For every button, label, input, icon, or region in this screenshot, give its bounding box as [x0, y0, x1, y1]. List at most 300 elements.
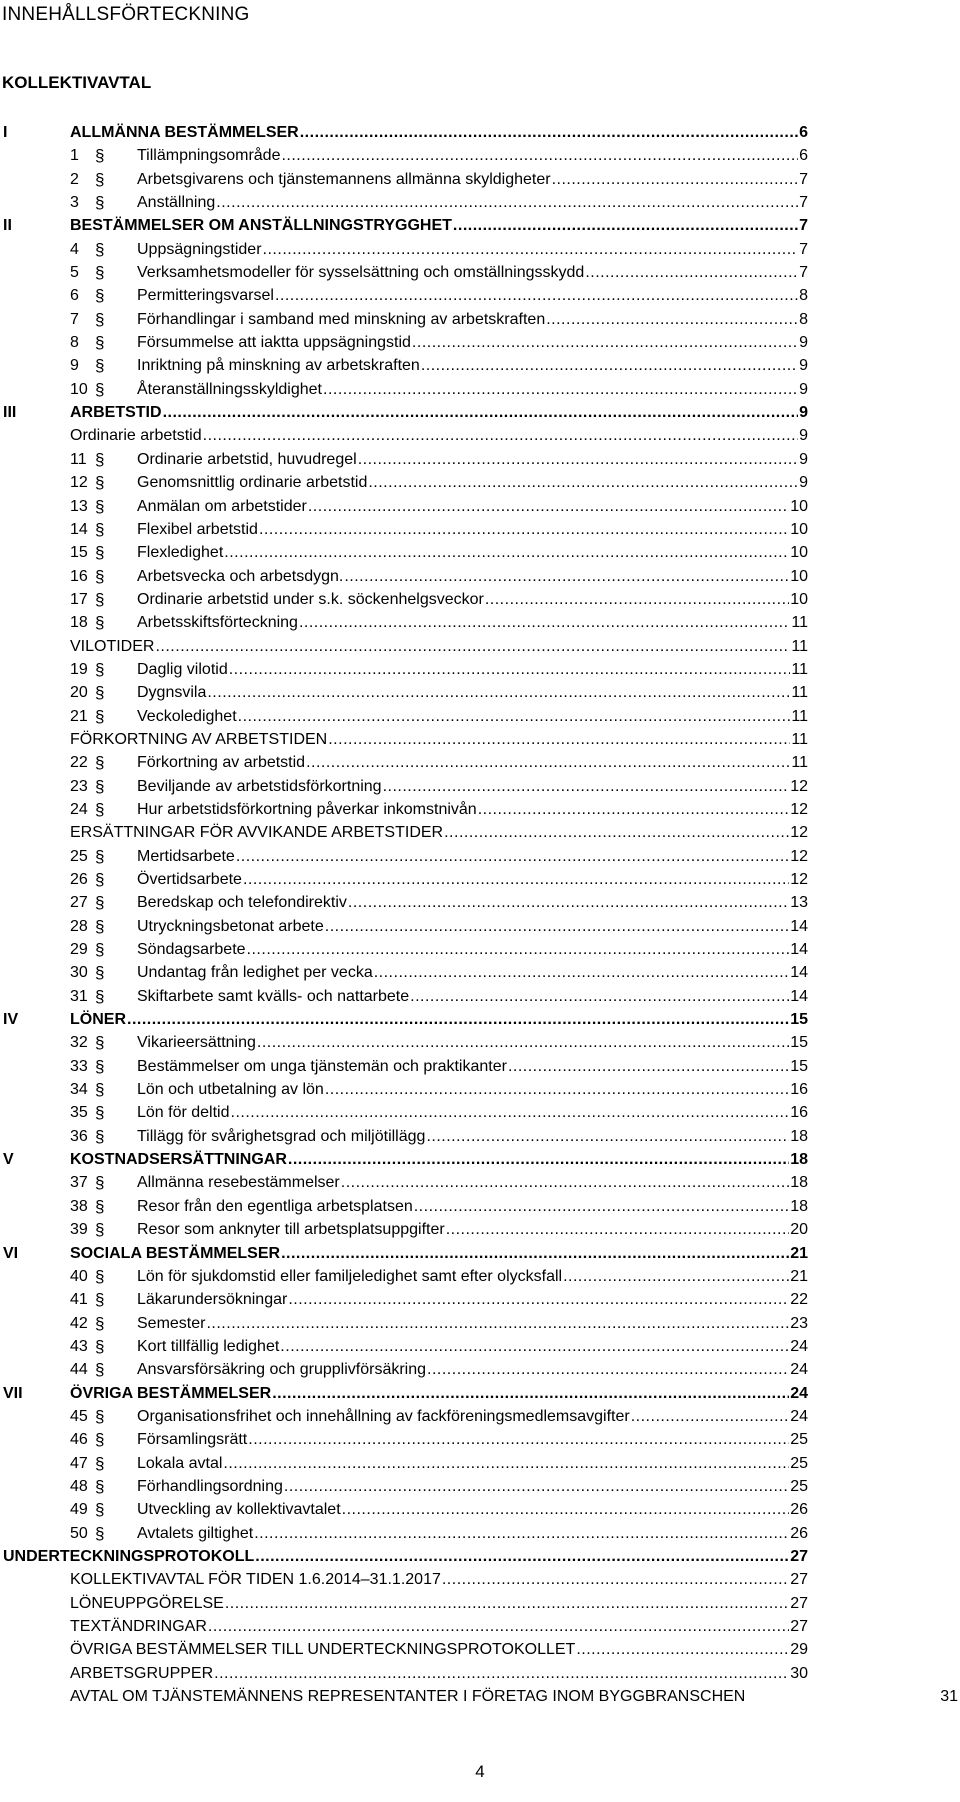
paragraph-sign: §	[95, 239, 105, 259]
paragraph-sign: §	[95, 1476, 105, 1496]
dot-leader	[214, 1662, 789, 1685]
entry-page-number: 23	[790, 1314, 808, 1332]
entry-page-number: 24	[790, 1384, 808, 1402]
dot-leader	[272, 1382, 789, 1405]
toc-row	[0, 868, 960, 891]
dot-leader	[155, 635, 790, 658]
toc-entry[interactable]	[70, 1615, 808, 1638]
toc-row	[0, 308, 960, 331]
dot-leader	[427, 1358, 789, 1381]
toc-entry[interactable]	[70, 1382, 808, 1405]
dot-leader	[238, 705, 791, 728]
dot-leader	[259, 518, 789, 541]
dot-leader	[426, 1125, 789, 1148]
toc-entry[interactable]	[70, 121, 808, 144]
section-number: 40	[70, 1267, 88, 1285]
dot-leader	[368, 471, 798, 494]
entry-page-number: 9	[799, 404, 808, 422]
entry-page-number: 14	[790, 987, 808, 1005]
toc-entry[interactable]	[137, 658, 808, 681]
toc-entry[interactable]	[137, 238, 808, 261]
toc-entry[interactable]	[70, 728, 808, 751]
paragraph-sign: §	[95, 496, 105, 516]
toc-entry[interactable]	[137, 705, 808, 728]
paragraph-sign: §	[95, 263, 105, 283]
dot-leader	[358, 448, 798, 471]
toc-entry[interactable]	[137, 261, 808, 284]
toc-entry[interactable]	[137, 845, 808, 868]
dot-leader	[348, 891, 789, 914]
toc-entry[interactable]	[137, 354, 808, 377]
paragraph-sign: §	[95, 169, 105, 189]
paragraph-sign: §	[95, 1080, 105, 1100]
chapter-numeral: II	[3, 217, 12, 235]
entry-title: Resor som anknyter till arbetsplatsuppgifter	[137, 1221, 445, 1239]
dot-leader	[552, 168, 799, 191]
section-number: 43	[70, 1337, 88, 1355]
dot-leader	[248, 1428, 789, 1451]
toc-row	[0, 635, 960, 658]
entry-page-number: 8	[799, 287, 808, 305]
dot-leader	[288, 1288, 789, 1311]
dot-leader	[229, 658, 791, 681]
entry-title: ERSÄTTNINGAR FÖR AVVIKANDE ARBETSTIDER	[70, 824, 444, 842]
dot-leader	[263, 238, 799, 261]
entry-page-number: 27	[790, 1618, 808, 1635]
toc-entry[interactable]	[137, 681, 808, 704]
dot-leader	[374, 961, 789, 984]
toc-entry[interactable]	[137, 448, 808, 471]
document-title: INNEHÅLLSFÖRTECKNING	[2, 4, 250, 25]
entry-title: Tillämpningsområde	[137, 147, 281, 165]
section-number: 21	[70, 707, 88, 725]
entry-page-number: 25	[790, 1431, 808, 1449]
entry-title: Flexibel arbetstid	[137, 520, 258, 538]
entry-title: Inriktning på minskning av arbetskraften	[137, 357, 420, 375]
paragraph-sign: §	[95, 1336, 105, 1356]
entry-title: Daglig vilotid	[137, 660, 228, 678]
dot-leader	[414, 1195, 789, 1218]
entry-page-number: 15	[790, 1011, 808, 1029]
dot-leader	[299, 611, 790, 634]
toc-entry[interactable]	[137, 1522, 808, 1545]
entry-title: KOSTNADSERSÄTTNINGAR	[70, 1151, 287, 1169]
section-number: 4	[70, 240, 79, 258]
section-number: 42	[70, 1314, 88, 1332]
page-number: 4	[475, 1762, 485, 1781]
section-number: 17	[70, 590, 88, 608]
toc-row	[0, 518, 960, 541]
toc-entry[interactable]	[137, 308, 808, 331]
entry-title: ALLMÄNNA BESTÄMMELSER	[70, 124, 299, 141]
section-title: KOLLEKTIVAVTAL	[2, 73, 152, 92]
section-number: 20	[70, 684, 88, 702]
toc-entry[interactable]	[137, 611, 808, 634]
entry-title: Flexledighet	[137, 544, 224, 562]
entry-title: Allmänna resebestämmelser	[137, 1174, 340, 1192]
paragraph-sign: §	[95, 683, 105, 703]
paragraph-sign: §	[95, 1430, 105, 1450]
toc-entry[interactable]	[70, 1638, 808, 1661]
toc-entry[interactable]	[137, 1335, 808, 1358]
toc-row	[0, 1265, 960, 1288]
toc-row	[0, 168, 960, 191]
entry-page-number: 25	[790, 1454, 808, 1472]
toc-entry[interactable]	[70, 1662, 808, 1685]
toc-entry[interactable]	[137, 1288, 808, 1311]
dot-leader	[585, 261, 798, 284]
entry-page-number: 11	[791, 684, 808, 702]
section-number: 44	[70, 1361, 88, 1379]
entry-page-number: 18	[790, 1151, 808, 1169]
dot-leader	[444, 821, 789, 844]
dot-leader	[203, 424, 798, 447]
toc-entry[interactable]	[70, 1685, 958, 1708]
toc-entry[interactable]	[137, 1078, 808, 1101]
entry-title: Beredskap och telefondirektiv	[137, 894, 347, 912]
section-number: 1	[70, 147, 79, 165]
toc-entry[interactable]	[137, 588, 808, 611]
toc-entry[interactable]	[70, 1592, 808, 1615]
toc-entry[interactable]	[137, 1125, 808, 1148]
paragraph-sign: §	[95, 543, 105, 563]
entry-page-number: 10	[790, 590, 808, 608]
dot-leader	[563, 1265, 789, 1288]
toc-entry[interactable]	[137, 961, 808, 984]
paragraph-sign: §	[95, 753, 105, 773]
paragraph-sign: §	[95, 1266, 105, 1286]
toc-entry[interactable]	[70, 401, 808, 424]
section-number: 47	[70, 1454, 88, 1472]
toc-entry[interactable]	[137, 1101, 808, 1124]
entry-page-number: 13	[790, 894, 808, 912]
toc-entry[interactable]	[70, 1242, 808, 1265]
section-number: 32	[70, 1034, 88, 1052]
toc-entry[interactable]	[137, 1405, 808, 1428]
entry-title: Hur arbetstidsförkortning påverkar inkomstnivån	[137, 800, 477, 818]
entry-title: KOLLEKTIVAVTAL FÖR TIDEN 1.6.2014–31.1.2017	[70, 1571, 441, 1589]
toc-row	[0, 1592, 960, 1615]
entry-page-number: 22	[790, 1291, 808, 1309]
toc-entry[interactable]	[137, 1428, 808, 1451]
section-number: 23	[70, 777, 88, 795]
toc-row	[0, 1452, 960, 1475]
entry-page-number: 10	[790, 567, 808, 585]
dot-leader	[325, 1078, 789, 1101]
paragraph-sign: §	[95, 706, 105, 726]
toc-entry[interactable]	[137, 1452, 808, 1475]
toc-row	[0, 1171, 960, 1194]
entry-page-number: 9	[799, 380, 808, 398]
chapter-numeral: VI	[3, 1244, 19, 1262]
toc-entry[interactable]	[137, 331, 808, 354]
toc-entry[interactable]	[70, 635, 808, 658]
entry-page-number: 11	[791, 660, 808, 678]
toc-row	[0, 121, 960, 144]
toc-entry[interactable]	[137, 891, 808, 914]
toc-entry[interactable]	[137, 1031, 808, 1054]
entry-title: ARBETSGRUPPER	[70, 1664, 214, 1682]
section-number: 9	[70, 357, 79, 375]
entry-page-number: 14	[790, 964, 808, 982]
entry-page-number: 10	[790, 544, 808, 562]
toc-entry[interactable]	[137, 144, 808, 167]
toc-row	[0, 1405, 960, 1428]
entry-title: TEXTÄNDRINGAR	[70, 1618, 207, 1635]
paragraph-sign: §	[95, 916, 105, 936]
section-number: 26	[70, 871, 88, 888]
toc-row	[0, 845, 960, 868]
dot-leader	[208, 1615, 789, 1638]
toc-entry[interactable]	[137, 1265, 808, 1288]
entry-title: UNDERTECKNINGSPROTOKOLL	[3, 1547, 255, 1565]
entry-page-number: 27	[790, 1594, 808, 1612]
toc-row	[0, 1475, 960, 1498]
entry-page-number: 9	[799, 450, 808, 468]
paragraph-sign: §	[95, 309, 105, 329]
paragraph-sign: §	[95, 1360, 105, 1380]
paragraph-sign: §	[95, 286, 105, 306]
paragraph-sign: §	[95, 940, 105, 960]
toc-entry[interactable]	[137, 985, 808, 1008]
toc-entry[interactable]	[137, 518, 808, 541]
toc-entry[interactable]	[137, 1055, 808, 1078]
dot-leader	[576, 1638, 789, 1661]
section-number: 10	[70, 380, 88, 398]
dot-leader	[216, 191, 798, 214]
toc-entry[interactable]	[137, 168, 808, 191]
toc-entry[interactable]	[137, 471, 808, 494]
entry-page-number: 12	[790, 824, 808, 842]
entry-title: ÖVRIGA BESTÄMMELSER TILL UNDERTECKNINGSPROTOKOLLET	[70, 1641, 576, 1659]
toc-entry[interactable]	[137, 565, 808, 588]
entry-title: Arbetsskiftsförteckning	[137, 614, 298, 632]
paragraph-sign: §	[95, 1033, 105, 1053]
toc-entry[interactable]	[70, 424, 808, 447]
dot-leader	[275, 284, 798, 307]
section-number: 2	[70, 170, 79, 188]
toc-row	[0, 1335, 960, 1358]
toc-entry[interactable]	[137, 775, 808, 798]
toc-row	[0, 611, 960, 634]
entry-title: ARBETSTID	[70, 404, 162, 422]
toc-entry[interactable]	[137, 938, 808, 961]
toc-entry[interactable]	[70, 1148, 808, 1171]
section-number: 5	[70, 264, 79, 282]
entry-title: Ansvarsförsäkring och grupplivförsäkring	[137, 1361, 427, 1379]
toc-entry[interactable]	[137, 1498, 808, 1521]
entry-page-number: 11	[791, 637, 808, 655]
section-number: 38	[70, 1197, 88, 1215]
entry-title: Uppsägningstider	[137, 240, 262, 258]
dot-leader	[546, 308, 798, 331]
entry-page-number: 11	[791, 614, 808, 632]
toc-entry[interactable]	[70, 1568, 808, 1591]
dot-leader	[225, 1592, 789, 1615]
dot-leader	[288, 1148, 789, 1171]
toc-row	[0, 144, 960, 167]
toc-entry[interactable]	[137, 284, 808, 307]
toc-row	[0, 1055, 960, 1078]
toc-entry[interactable]	[137, 798, 808, 821]
entry-title: Lokala avtal	[137, 1454, 223, 1472]
dot-leader	[383, 775, 790, 798]
dot-leader	[206, 1312, 789, 1335]
entry-title: Arbetsgivarens och tjänstemannens allmänna skyldigheter	[137, 170, 551, 188]
entry-title: ÖVRIGA BESTÄMMELSER	[70, 1384, 272, 1402]
entry-title: VILOTIDER	[70, 637, 155, 655]
toc-entry[interactable]	[137, 1475, 808, 1498]
dot-leader	[254, 1522, 789, 1545]
section-number: 11	[70, 450, 87, 468]
paragraph-sign: §	[95, 799, 105, 819]
toc-row	[0, 471, 960, 494]
paragraph-sign: §	[95, 566, 105, 586]
section-number: 14	[70, 520, 88, 538]
entry-title: Undantag från ledighet per vecka	[137, 964, 373, 982]
toc-row	[0, 1498, 960, 1521]
paragraph-sign: §	[95, 1056, 105, 1076]
toc-entry[interactable]	[137, 378, 808, 401]
entry-title: Lön för sjukdomstid eller familjeledighet samt efter olycksfall	[137, 1267, 563, 1285]
toc-row	[0, 1428, 960, 1451]
toc-entry[interactable]	[70, 1008, 808, 1031]
section-number: 34	[70, 1081, 88, 1099]
paragraph-sign: §	[95, 846, 105, 866]
toc-row	[0, 565, 960, 588]
toc-row	[0, 1031, 960, 1054]
toc-row	[0, 1218, 960, 1241]
toc-entry[interactable]	[70, 821, 808, 844]
entry-title: Lön för deltid	[137, 1104, 230, 1122]
dot-leader	[308, 495, 789, 518]
dot-leader	[163, 401, 799, 424]
entry-page-number: 9	[799, 357, 808, 375]
toc-entry[interactable]	[137, 1171, 808, 1194]
paragraph-sign: §	[95, 333, 105, 353]
section-number: 31	[70, 987, 88, 1005]
entry-page-number: 24	[790, 1407, 808, 1425]
entry-title: Veckoledighet	[137, 707, 237, 725]
entry-page-number: 10	[790, 520, 808, 538]
toc-entry[interactable]	[137, 1195, 808, 1218]
toc-entry[interactable]	[137, 1312, 808, 1335]
dot-leader	[243, 868, 789, 891]
section-number: 12	[70, 474, 88, 492]
toc-entry[interactable]	[137, 751, 808, 774]
entry-title: Genomsnittlig ordinarie arbetstid	[137, 474, 368, 492]
section-number: 48	[70, 1477, 88, 1495]
entry-title: Mertidsarbete	[137, 847, 235, 865]
toc-entry[interactable]	[3, 1545, 808, 1568]
dot-leader	[281, 144, 798, 167]
toc-row	[0, 1615, 960, 1638]
chapter-numeral: IV	[3, 1011, 19, 1029]
entry-title: Vikarieersättning	[137, 1034, 256, 1052]
section-number: 45	[70, 1407, 88, 1425]
section-number: 49	[70, 1501, 88, 1519]
toc-entry[interactable]	[70, 214, 808, 237]
entry-title: Skiftarbete samt kvälls- och nattarbete	[137, 987, 410, 1005]
chapter-numeral: V	[3, 1151, 14, 1169]
dot-leader	[257, 1031, 789, 1054]
entry-page-number: 16	[790, 1081, 808, 1099]
entry-title: Utryckningsbetonat arbete	[137, 917, 324, 935]
dot-leader	[328, 728, 790, 751]
section-number: 46	[70, 1431, 88, 1449]
dot-leader	[255, 1545, 789, 1568]
section-number: 25	[70, 847, 88, 865]
paragraph-sign: §	[95, 193, 105, 213]
toc-row	[0, 588, 960, 611]
toc-entry[interactable]	[137, 541, 808, 564]
paragraph-sign: §	[95, 356, 105, 376]
paragraph-sign: §	[95, 1453, 105, 1473]
toc-entry[interactable]	[137, 191, 808, 214]
dot-leader	[284, 1475, 789, 1498]
toc-entry[interactable]	[137, 915, 808, 938]
dot-leader	[231, 1101, 790, 1124]
entry-page-number: 29	[790, 1641, 808, 1659]
toc-entry[interactable]	[137, 1218, 808, 1241]
toc-row	[0, 961, 960, 984]
dot-leader	[508, 1055, 789, 1078]
paragraph-sign: §	[95, 1500, 105, 1520]
entry-page-number: 20	[790, 1221, 808, 1239]
toc-row	[0, 1358, 960, 1381]
dot-leader	[341, 1171, 789, 1194]
toc-entry[interactable]	[137, 1358, 808, 1381]
entry-title: Resor från den egentliga arbetsplatsen	[137, 1197, 413, 1215]
dot-leader	[412, 331, 798, 354]
section-number: 35	[70, 1104, 88, 1122]
section-number: 30	[70, 964, 88, 982]
toc-row	[0, 378, 960, 401]
toc-row	[0, 1125, 960, 1148]
paragraph-sign: §	[95, 473, 105, 493]
toc-entry[interactable]	[137, 868, 808, 891]
entry-title: Utveckling av kollektivavtalet	[137, 1501, 341, 1519]
entry-page-number: 6	[799, 124, 808, 141]
entry-page-number: 18	[790, 1127, 808, 1145]
section-number: 41	[70, 1291, 88, 1309]
toc-row	[0, 1662, 960, 1685]
entry-page-number: 12	[790, 871, 808, 888]
toc-row	[0, 401, 960, 424]
dot-leader	[325, 915, 789, 938]
dot-leader	[453, 214, 798, 237]
entry-title: Permitteringsvarsel	[137, 287, 274, 305]
dot-leader	[223, 1452, 789, 1475]
paragraph-sign: §	[95, 613, 105, 633]
table-of-contents	[0, 121, 960, 1708]
entry-page-number: 9	[799, 474, 808, 492]
chapter-numeral: VII	[3, 1384, 23, 1402]
toc-row	[0, 1195, 960, 1218]
entry-page-number: 21	[790, 1244, 808, 1262]
entry-page-number: 9	[799, 334, 808, 352]
entry-title: Bestämmelser om unga tjänstemän och praktikanter	[137, 1057, 507, 1075]
paragraph-sign: §	[95, 1313, 105, 1333]
section-number: 6	[70, 287, 79, 305]
paragraph-sign: §	[95, 1196, 105, 1216]
dot-leader	[127, 1008, 789, 1031]
entry-page-number: 12	[790, 847, 808, 865]
toc-entry[interactable]	[137, 495, 808, 518]
entry-title: LÖNER	[70, 1011, 126, 1029]
toc-row	[0, 658, 960, 681]
toc-row	[0, 1101, 960, 1124]
